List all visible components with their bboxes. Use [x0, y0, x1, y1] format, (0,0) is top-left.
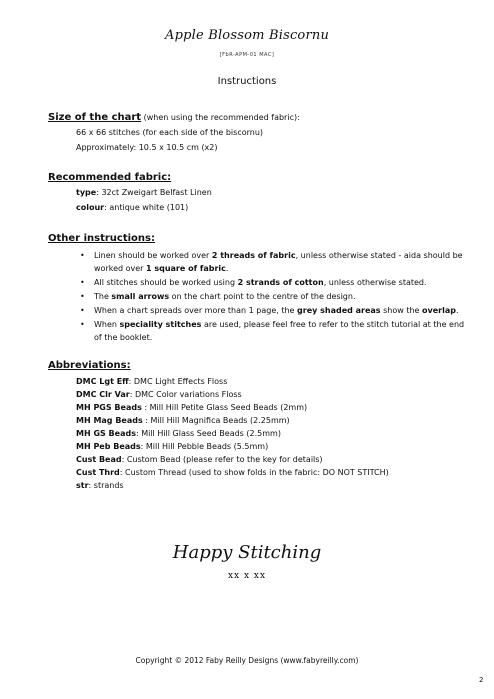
abbreviation-row — [48, 466, 468, 479]
bullet-text: show the — [380, 306, 422, 315]
other-instructions-title: Other instructions: — [48, 233, 156, 244]
abbreviation-row — [48, 453, 468, 466]
list-item — [80, 304, 468, 317]
abbreviation-desc: : Custom Thread (used to show folds in the fabric: DO NOT STITCH) — [119, 468, 389, 477]
bullet-text: When — [94, 320, 120, 329]
abbreviation-term: MH Peb Beads — [76, 442, 141, 451]
fabric-type-value: : 32ct Zweigart Belfast Linen — [96, 188, 212, 197]
abbreviation-term: DMC Clr Var — [76, 390, 130, 399]
abbreviation-desc: : Custom Bead (please refer to the key for details) — [121, 455, 323, 464]
bullet-bold: grey shaded areas — [297, 306, 381, 315]
list-item — [80, 276, 468, 289]
instructions-heading: Instructions — [217, 76, 277, 87]
abbreviation-term: str — [76, 481, 89, 490]
abbreviation-row — [48, 479, 468, 492]
page-number: 2 — [479, 676, 484, 684]
size-line-cm: Approximately: 10.5 x 10.5 cm (x2) — [76, 143, 218, 152]
pattern-code: [FbR-APM-01 MAC] — [219, 52, 275, 58]
document-title: Apple Blossom Biscornu — [164, 28, 330, 43]
copyright-notice: Copyright © 2012 Faby Reilly Designs (www.fabyreilly.com) — [135, 656, 359, 665]
abbreviation-row — [48, 414, 468, 427]
bullet-icon: • — [80, 278, 85, 287]
bullet-icon: • — [80, 320, 85, 329]
bullet-text: Linen should be worked over — [94, 251, 212, 260]
abbreviation-row — [48, 375, 468, 388]
bullet-text: . — [225, 264, 229, 273]
abbreviation-term: Cust Bead — [76, 455, 122, 464]
fabric-colour-line — [48, 200, 468, 215]
bullet-text: on the chart point to the centre of the design. — [169, 292, 356, 301]
bullet-bold: small arrows — [111, 292, 170, 301]
fabric-type-label: type — [76, 188, 97, 197]
bullet-bold: 1 square of fabric — [146, 264, 226, 273]
other-instructions-section — [48, 231, 468, 345]
abbreviation-desc: : DMC Color variations Floss — [129, 390, 242, 399]
bullet-bold: 2 strands of cotton — [237, 278, 324, 287]
fabric-colour-value: : antique white (101) — [104, 203, 189, 212]
bullet-text: , unless otherwise stated. — [323, 278, 427, 287]
bullet-bold: overlap — [422, 306, 456, 315]
list-item — [80, 290, 468, 303]
abbreviation-row — [48, 388, 468, 401]
fabric-type-line — [48, 185, 468, 200]
recommended-fabric-title: Recommended fabric: — [48, 172, 172, 183]
size-line-stitches: 66 x 66 stitches (for each side of the biscornu) — [76, 128, 264, 137]
abbreviation-term: DMC Lgt Eff — [76, 377, 129, 386]
bullet-icon: • — [80, 306, 85, 315]
abbreviation-term: MH PGS Beads — [76, 403, 142, 412]
bullet-text: The — [94, 292, 112, 301]
fabric-colour-label: colour — [76, 203, 105, 212]
abbreviation-desc: : Mill Hill Magnifica Beads (2.25mm) — [142, 416, 290, 425]
bullet-text: All stitches should be worked using — [94, 278, 238, 287]
abbreviation-row — [48, 440, 468, 453]
bullet-icon: • — [80, 292, 85, 301]
bullet-text: are used, please feel free to refer to the stitch tutorial at the end of the booklet. — [94, 320, 465, 342]
bullet-text: When a chart spreads over more than 1 page, the — [94, 306, 298, 315]
abbreviation-desc: : Mill Hill Glass Seed Beads (2.5mm) — [135, 429, 281, 438]
size-of-chart-section — [48, 110, 468, 155]
abbreviation-desc: : Mill Hill Petite Glass Seed Beads (2mm) — [141, 403, 308, 412]
abbreviations-title: Abbreviations: — [48, 360, 131, 371]
size-of-chart-title: Size of the chart — [48, 112, 142, 123]
abbreviation-term: Cust Thrd — [76, 468, 120, 477]
recommended-fabric-section — [48, 170, 468, 215]
list-item — [80, 249, 468, 275]
abbreviation-row — [48, 427, 468, 440]
instructions-list — [48, 249, 468, 344]
abbreviation-term: MH Mag Beads — [76, 416, 143, 425]
bullet-bold: speciality stitches — [119, 320, 202, 329]
bullet-icon: • — [80, 251, 85, 260]
bullet-bold: 2 threads of fabric — [211, 251, 296, 260]
happy-stitching-signoff: Happy Stitching — [172, 542, 322, 563]
abbreviation-desc: : strands — [88, 481, 124, 490]
size-of-chart-note: (when using the recommended fabric): — [143, 113, 300, 122]
abbreviation-desc: : DMC Light Effects Floss — [128, 377, 228, 386]
bullet-text: . — [455, 306, 459, 315]
kisses-signoff: xx x xx — [227, 571, 267, 581]
list-item — [80, 318, 468, 344]
abbreviation-row — [48, 401, 468, 414]
abbreviation-desc: : Mill Hill Pebble Beads (5.5mm) — [140, 442, 269, 451]
bullet-text: , unless otherwise stated - aida should be worked over — [94, 251, 463, 273]
abbreviations-section — [48, 358, 468, 492]
abbreviation-term: MH GS Beads — [76, 429, 136, 438]
